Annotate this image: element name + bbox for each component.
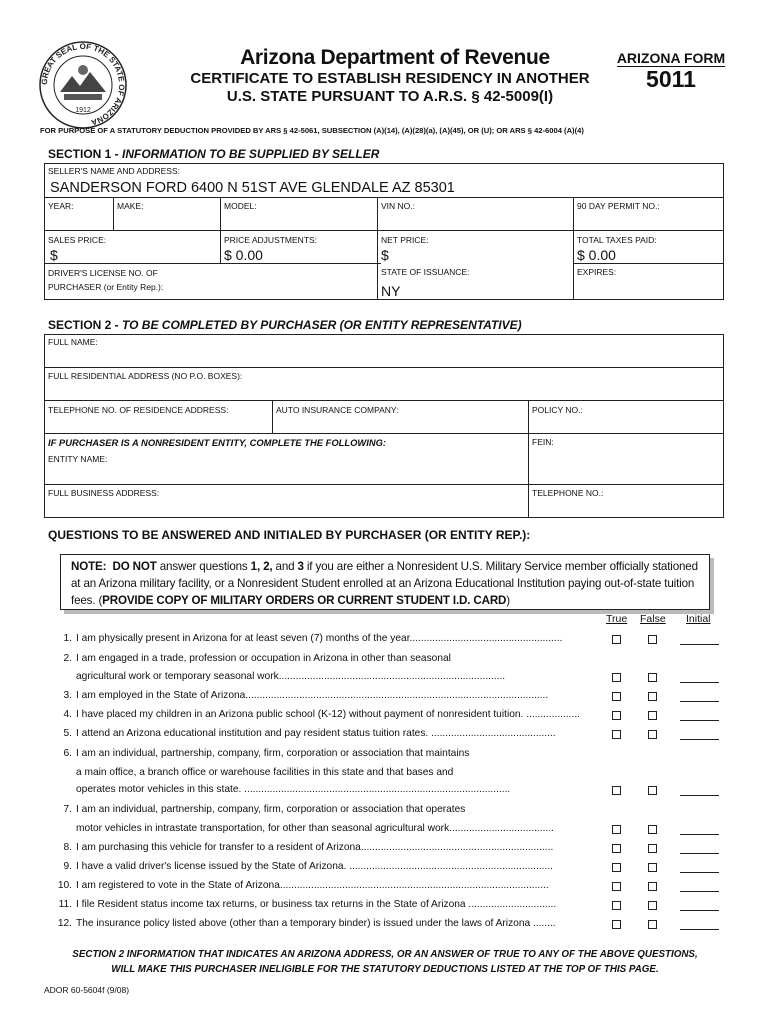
false-column-header: False xyxy=(640,613,666,625)
permit-field[interactable]: 90 DAY PERMIT NO.: xyxy=(577,201,660,211)
question-6-false-checkbox[interactable] xyxy=(648,786,657,795)
question-7-initial-field[interactable] xyxy=(680,824,719,835)
question-7-text: motor vehicles in intrastate transportation, for other than seasonal agricultural work..................................... xyxy=(76,823,554,834)
question-2-false-checkbox[interactable] xyxy=(648,673,657,682)
vin-field[interactable]: VIN NO.: xyxy=(381,201,416,211)
form-number: 5011 xyxy=(646,66,696,92)
question-5-initial-field[interactable] xyxy=(680,729,719,740)
question-number: 11. xyxy=(58,899,72,910)
question-6-text: operates motor vehicles in this state. .............................................................................................. xyxy=(76,784,511,795)
question-7-text: 7. I am an individual, partnership, company, firm, corporation or association that operates xyxy=(48,804,608,815)
question-4-true-checkbox[interactable] xyxy=(612,711,621,720)
svg-text:GREAT SEAL OF THE STATE OF ARI: GREAT SEAL OF THE STATE OF ARIZONA xyxy=(39,41,127,127)
state-of-issuance-field[interactable]: NY xyxy=(381,283,401,299)
total-taxes-field[interactable]: $ 0.00 xyxy=(577,247,616,263)
form-code: ADOR 60-5604f (9/08) xyxy=(44,985,130,995)
question-8-initial-field[interactable] xyxy=(680,843,719,854)
question-6-text: 6. I am an individual, partnership, company, firm, corporation or association that maintains xyxy=(48,748,608,759)
question-6-true-checkbox[interactable] xyxy=(612,786,621,795)
question-1-initial-field[interactable] xyxy=(680,634,719,645)
form-label: ARIZONA FORM xyxy=(616,50,726,66)
seller-name-field[interactable]: SANDERSON FORD 6400 N 51ST AVE GLENDALE AZ 85301 xyxy=(50,180,455,196)
business-address-field[interactable]: FULL BUSINESS ADDRESS: xyxy=(48,488,160,498)
arizona-state-seal xyxy=(38,40,128,130)
expires-field[interactable]: EXPIRES: xyxy=(577,267,617,277)
question-5-true-checkbox[interactable] xyxy=(612,730,621,739)
auto-insurance-field[interactable]: AUTO INSURANCE COMPANY: xyxy=(276,405,399,415)
question-12-initial-field[interactable] xyxy=(680,919,719,930)
telephone-residence-field[interactable]: TELEPHONE NO. OF RESIDENCE ADDRESS: xyxy=(48,405,229,415)
purpose-statement: FOR PURPOSE OF A STATUTORY DEDUCTION PROVIDED BY ARS § 42-5061, SUBSECTION (A)(14), (A)(28)(a), (A)(45), OR (U); OR ARS § 42-6004 (A)(4) xyxy=(40,126,584,135)
question-12-true-checkbox[interactable] xyxy=(612,920,621,929)
question-11-false-checkbox[interactable] xyxy=(648,901,657,910)
ineligibility-warning: SECTION 2 INFORMATION THAT INDICATES AN ARIZONA ADDRESS, OR AN ANSWER OF TRUE TO ANY OF THE ABOVE QUESTIONS, WILL MAKE THIS PURCHASER INELIGIBLE FOR THE STATUTORY DEDUCTIONS LISTED AT THE TOP OF THIS PAGE. xyxy=(72,949,698,975)
question-5-false-checkbox[interactable] xyxy=(648,730,657,739)
fein-field[interactable]: FEIN: xyxy=(532,437,554,447)
price-adjustments-label: PRICE ADJUSTMENTS: xyxy=(224,235,318,245)
true-column-header: True xyxy=(606,613,628,625)
question-4-initial-field[interactable] xyxy=(680,710,719,721)
question-number: 6. xyxy=(63,748,72,759)
question-3-text: 3. I am employed in the State of Arizona........................................................................................................... xyxy=(48,690,608,701)
question-number: 3. xyxy=(63,690,72,701)
question-2-text: 2. I am engaged in a trade, profession or occupation in Arizona in other than seasonal xyxy=(48,653,608,664)
question-9-initial-field[interactable] xyxy=(680,862,719,873)
question-9-false-checkbox[interactable] xyxy=(648,863,657,872)
year-field[interactable]: YEAR: xyxy=(48,201,74,211)
question-number: 1. xyxy=(63,633,72,644)
form-subtitle: CERTIFICATE TO ESTABLISH RESIDENCY IN ANOTHER U.S. STATE PURSUANT TO A.R.S. § 42-5009(I) xyxy=(190,70,590,105)
residential-address-field[interactable]: FULL RESIDENTIAL ADDRESS (NO P.O. BOXES): xyxy=(48,371,243,381)
question-number: 8. xyxy=(63,842,72,853)
question-number: 4. xyxy=(63,709,72,720)
question-11-text: 11. I file Resident status income tax returns, or business tax returns in the State of Arizona ............................... xyxy=(48,899,608,910)
section2-heading: SECTION 2 - TO BE COMPLETED BY PURCHASER (OR ENTITY REPRESENTATIVE) xyxy=(48,318,522,332)
business-telephone-field[interactable]: TELEPHONE NO.: xyxy=(532,488,604,498)
question-2-initial-field[interactable] xyxy=(680,672,719,683)
note-box: NOTE: DO NOT answer questions 1, 2, and 3 if you are either a Nonresident U.S. Military Service member officially stationed at an Arizona military facility, or a Nonresident Student enrolled at an Arizona Educational Institution paying out-of-state tuition fees. (PROVIDE COPY OF MILITARY ORDERS OR CURRENT STUDENT I.D. CARD) xyxy=(60,554,710,610)
question-number: 7. xyxy=(63,804,72,815)
question-8-false-checkbox[interactable] xyxy=(648,844,657,853)
question-9-text: 9. I have a valid driver's license issued by the State of Arizona. ........................................................................ xyxy=(48,861,608,872)
seller-name-label: SELLER'S NAME AND ADDRESS: xyxy=(48,166,180,176)
question-9-true-checkbox[interactable] xyxy=(612,863,621,872)
question-11-true-checkbox[interactable] xyxy=(612,901,621,910)
question-number: 12. xyxy=(57,918,72,929)
sales-price-field[interactable]: $ xyxy=(50,247,58,263)
question-number: 5. xyxy=(63,728,72,739)
question-7-false-checkbox[interactable] xyxy=(648,825,657,834)
net-price-label: NET PRICE: xyxy=(381,235,429,245)
section1-heading: SECTION 1 - INFORMATION TO BE SUPPLIED BY SELLER xyxy=(48,147,380,161)
question-number: 9. xyxy=(63,861,72,872)
price-adjustments-field[interactable]: $ 0.00 xyxy=(224,247,263,263)
department-title: Arizona Department of Revenue xyxy=(240,46,550,69)
question-7-true-checkbox[interactable] xyxy=(612,825,621,834)
question-4-text: 4. I have placed my children in an Arizona public school (K-12) without payment of nonresident tuition. ................... xyxy=(48,709,608,720)
policy-number-field[interactable]: POLICY NO.: xyxy=(532,405,583,415)
question-number: 2. xyxy=(63,653,72,664)
total-taxes-label: TOTAL TAXES PAID: xyxy=(577,235,657,245)
question-3-initial-field[interactable] xyxy=(680,691,719,702)
model-field[interactable]: MODEL: xyxy=(224,201,257,211)
question-6-text: a main office, a branch office or warehouse facilities in this state and that bases and xyxy=(76,767,454,778)
question-12-false-checkbox[interactable] xyxy=(648,920,657,929)
question-3-true-checkbox[interactable] xyxy=(612,692,621,701)
question-2-true-checkbox[interactable] xyxy=(612,673,621,682)
make-field[interactable]: MAKE: xyxy=(117,201,144,211)
question-10-initial-field[interactable] xyxy=(680,881,719,892)
state-of-issuance-label: STATE OF ISSUANCE: xyxy=(381,267,470,277)
question-5-text: 5. I attend an Arizona educational institution and pay resident status tuition rates. ............................................ xyxy=(48,728,608,739)
entity-name-field[interactable]: ENTITY NAME: xyxy=(48,454,108,464)
drivers-license-label: DRIVER'S LICENSE NO. OF PURCHASER (or Entity Rep.): xyxy=(48,268,164,292)
question-4-false-checkbox[interactable] xyxy=(648,711,657,720)
question-8-text: 8. I am purchasing this vehicle for transfer to a resident of Arizona.................................................................... xyxy=(48,842,608,853)
question-3-false-checkbox[interactable] xyxy=(648,692,657,701)
svg-text:1912: 1912 xyxy=(75,107,91,114)
question-10-false-checkbox[interactable] xyxy=(648,882,657,891)
question-2-text: agricultural work or temporary seasonal work................................................................................ xyxy=(76,671,506,682)
question-10-text: 10. I am registered to vote in the State of Arizona............................................................................................... xyxy=(48,880,608,891)
sales-price-label: SALES PRICE: xyxy=(48,235,107,245)
question-1-true-checkbox[interactable] xyxy=(612,635,621,644)
entity-heading: IF PURCHASER IS A NONRESIDENT ENTITY, COMPLETE THE FOLLOWING: xyxy=(48,437,387,448)
initial-column-header: Initial xyxy=(686,613,711,625)
question-12-text: 12. The insurance policy listed above (other than a temporary binder) is issued under the laws of Arizona ........ xyxy=(48,918,608,929)
net-price-field[interactable]: $ xyxy=(381,247,389,263)
question-1-false-checkbox[interactable] xyxy=(648,635,657,644)
question-1-text: 1. I am physically present in Arizona for at least seven (7) months of the year...................................................... xyxy=(48,633,608,644)
question-8-true-checkbox[interactable] xyxy=(612,844,621,853)
full-name-field[interactable]: FULL NAME: xyxy=(48,337,98,347)
questions-heading: QUESTIONS TO BE ANSWERED AND INITIALED BY PURCHASER (OR ENTITY REP.): xyxy=(48,528,531,542)
question-11-initial-field[interactable] xyxy=(680,900,719,911)
question-6-initial-field[interactable] xyxy=(680,785,719,796)
question-10-true-checkbox[interactable] xyxy=(612,882,621,891)
question-number: 10. xyxy=(57,880,72,891)
